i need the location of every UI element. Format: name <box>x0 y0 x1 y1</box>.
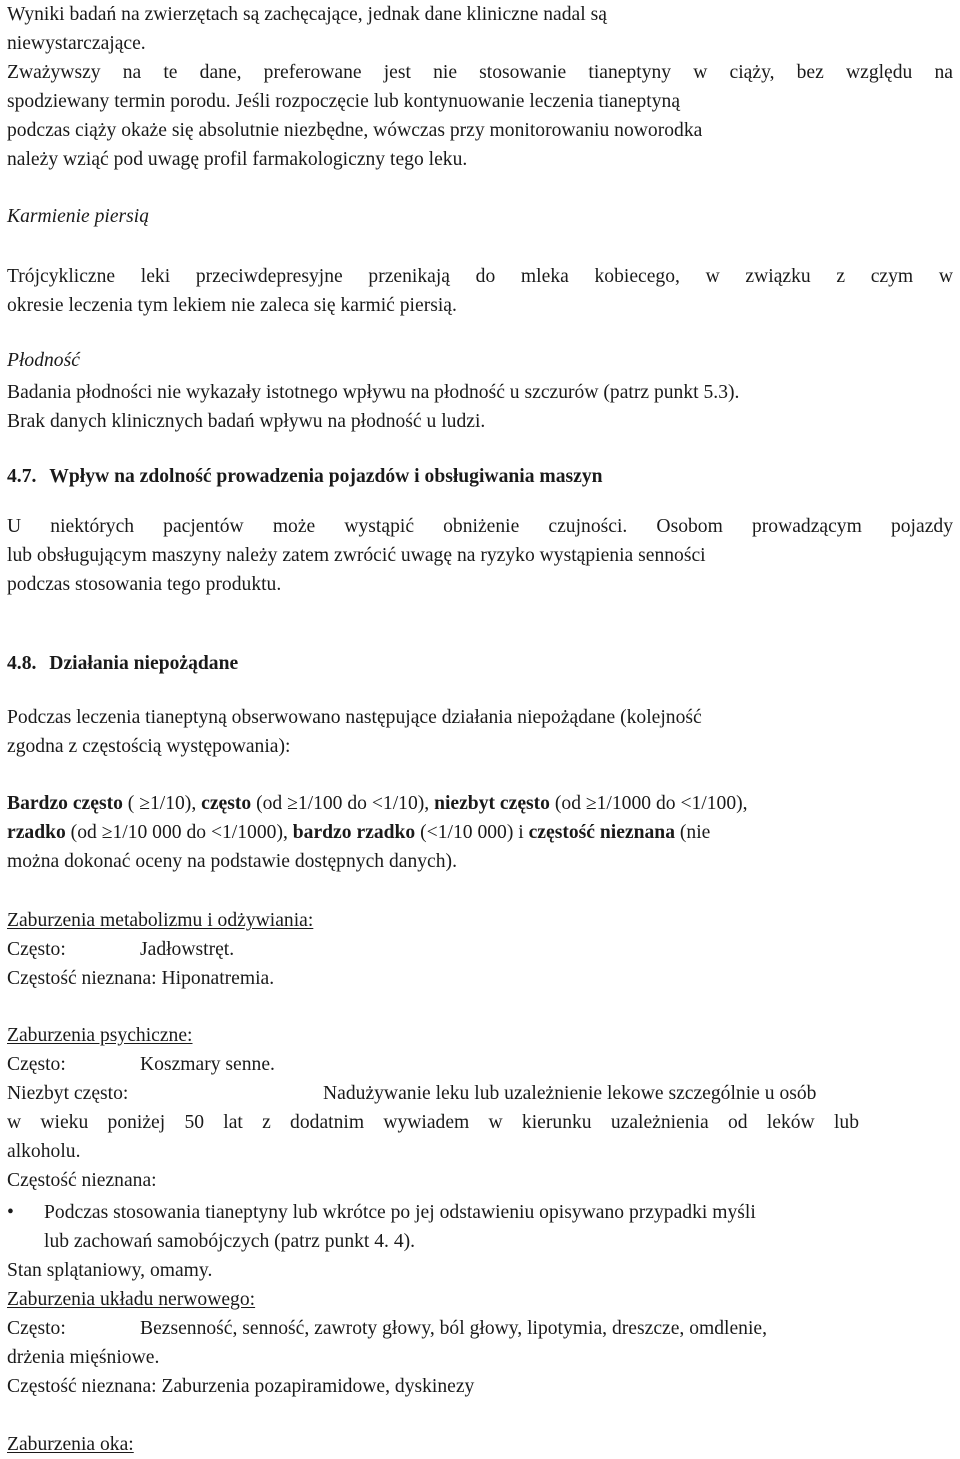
paragraph-line: Trójcykliczne leki przeciwdepresyjne przenikają do mleka kobiecego, w związku z czym w <box>7 266 953 287</box>
frequency-value: Jadłowstręt. <box>140 939 235 960</box>
adverse-row: Częstość nieznana: Zaburzenia pozapiramidowe, dyskinezy <box>7 1376 475 1397</box>
frequency-label: Częstość nieznana: <box>7 1170 157 1191</box>
adverse-row <box>7 1314 767 1343</box>
paragraph-line: należy wziąć pod uwagę profil farmakologiczny tego leku. <box>7 149 468 170</box>
paragraph-line: w wieku poniżej 50 lat z dodatnim wywiadem w kierunku uzależnienia od leków lub <box>7 1112 859 1133</box>
section-number: 4.8. <box>7 653 37 674</box>
paragraph-line: spodziewany termin porodu. Jeśli rozpoczęcie lub kontynuowanie leczenia tianeptyną <box>7 91 681 112</box>
freq-range: (od ≥1/100 do <1/10), <box>251 793 435 814</box>
frequency-value: Koszmary senne. <box>140 1054 275 1075</box>
paragraph-line: Zważywszy na te dane, preferowane jest nie stosowanie tianeptyny w ciąży, bez względu na <box>7 62 953 83</box>
paragraph-line: Podczas leczenia tianeptyną obserwowano następujące działania niepożądane (kolejność <box>7 707 702 728</box>
freq-term: niezbyt często <box>434 793 550 814</box>
frequency-definitions-line <box>7 818 710 847</box>
adverse-row: Częstość nieznana: Hiponatremia. <box>7 968 275 989</box>
freq-term: Bardzo często <box>7 793 123 814</box>
bullet-item-line: lub zachowań samobójczych (patrz punkt 4. 4). <box>44 1231 416 1252</box>
frequency-label: Często: <box>7 1318 66 1339</box>
freq-range: (<1/10 000) i <box>415 822 529 843</box>
paragraph-line: drżenia mięśniowe. <box>7 1347 160 1368</box>
paragraph-line: Brak danych klinicznych badań wpływu na płodność u ludzi. <box>7 411 486 432</box>
section-number: 4.7. <box>7 466 37 487</box>
paragraph-line: podczas ciąży okaże się absolutnie niezbędne, wówczas przy monitorowaniu noworodka <box>7 120 703 141</box>
section-heading-plodnosc: Płodność <box>7 350 80 371</box>
freq-term: rzadko <box>7 822 66 843</box>
soc-heading-psychiczne: Zaburzenia psychiczne: <box>7 1025 193 1046</box>
adverse-row <box>7 1050 275 1079</box>
soc-heading-metabolizm: Zaburzenia metabolizmu i odżywiania: <box>7 910 314 931</box>
section-title: Działania niepożądane <box>49 653 239 674</box>
section-heading-4-7 <box>7 462 603 491</box>
freq-term: często <box>201 793 252 814</box>
frequency-value: Bezsenność, senność, zawroty głowy, ból głowy, lipotymia, dreszcze, omdlenie, <box>140 1318 768 1339</box>
freq-range: (nie <box>675 822 711 843</box>
paragraph-line: lub obsługującym maszyny należy zatem zwrócić uwagę na ryzyko wystąpienia senności <box>7 545 706 566</box>
adverse-row: Stan splątaniowy, omamy. <box>7 1260 213 1281</box>
paragraph-line: alkoholu. <box>7 1141 81 1162</box>
paragraph-line: okresie leczenia tym lekiem nie zaleca się karmić piersią. <box>7 295 457 316</box>
paragraph-line: zgodna z częstością występowania): <box>7 736 291 757</box>
soc-heading-oka: Zaburzenia oka: <box>7 1434 134 1455</box>
frequency-label: Niezbyt często: <box>7 1083 129 1104</box>
adverse-row <box>7 1079 816 1108</box>
paragraph-line: podczas stosowania tego produktu. <box>7 574 282 595</box>
freq-term: częstość nieznana <box>528 822 675 843</box>
freq-range: (od ≥1/1000 do <1/100), <box>549 793 748 814</box>
paragraph-line: Wyniki badań na zwierzętach są zachęcające, jednak dane kliniczne nadal są <box>7 4 607 25</box>
paragraph-line: Badania płodności nie wykazały istotnego wpływu na płodność u szczurów (patrz punkt 5.3). <box>7 382 740 403</box>
soc-heading-nerwowy: Zaburzenia układu nerwowego: <box>7 1289 256 1310</box>
section-heading-4-8 <box>7 649 238 678</box>
bullet-icon: • <box>7 1202 14 1223</box>
section-heading-karmienie: Karmienie piersią <box>7 206 150 227</box>
paragraph-line: niewystarczające. <box>7 33 146 54</box>
frequency-label: Często: <box>7 939 66 960</box>
paragraph-line: U niektórych pacjentów może wystąpić obniżenie czujności. Osobom prowadzącym pojazdy <box>7 516 953 537</box>
frequency-definitions-line <box>7 789 748 818</box>
adverse-row <box>7 935 234 964</box>
freq-term: bardzo rzadko <box>292 822 416 843</box>
bullet-item-line: Podczas stosowania tianeptyny lub wkrótce po jej odstawieniu opisywano przypadki myśli <box>44 1202 756 1223</box>
paragraph-line: można dokonać oceny na podstawie dostępnych danych). <box>7 851 457 872</box>
frequency-value: Nadużywanie leku lub uzależnienie lekowe szczególnie u osób <box>323 1083 817 1104</box>
freq-range: ( ≥1/10), <box>122 793 202 814</box>
frequency-label: Często: <box>7 1054 66 1075</box>
section-title: Wpływ na zdolność prowadzenia pojazdów i obsługiwania maszyn <box>49 466 603 487</box>
freq-range: (od ≥1/10 000 do <1/1000), <box>65 822 293 843</box>
